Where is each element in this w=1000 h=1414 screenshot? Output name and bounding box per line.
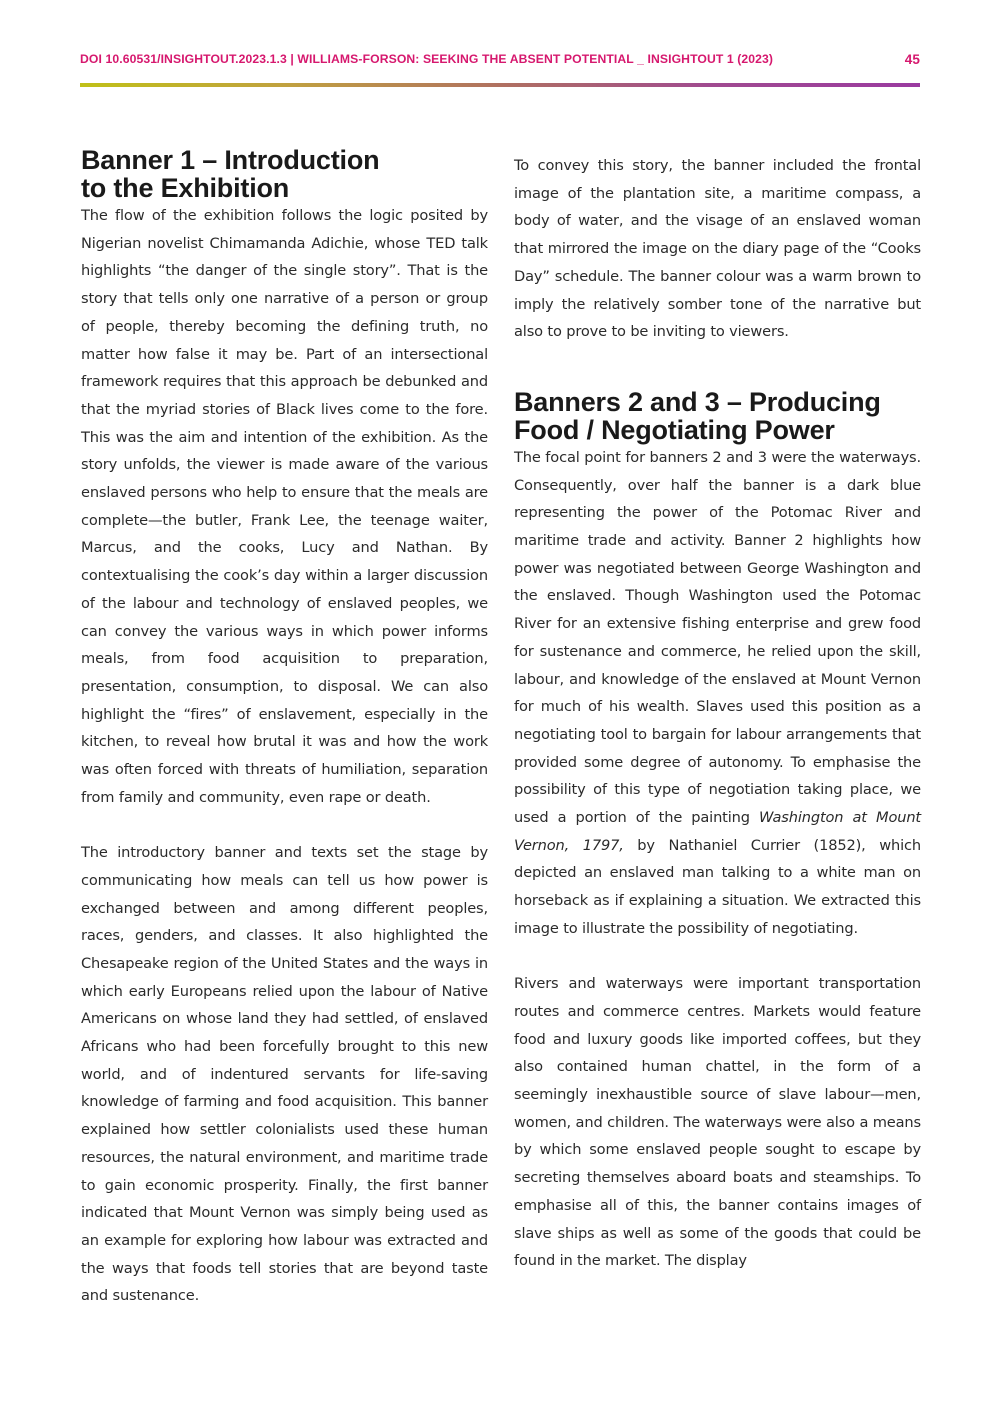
heading-line-2: Food / Negotiating Power: [514, 414, 835, 445]
paragraph: The introductory banner and texts set the stage by communicating how meals can tell us how power is exchanged between and among different peoples, races, genders, and classes. It also highlighted the Chesapeake region of the United States and the ways in which early Europeans relied upon the labour of Native Americans on whose land they had settled, of enslaved Africans who had been forcefully brought to this new world, and of indentured servants for life-saving knowledge of farming and food acquisition. This banner explained how settler colonialists used these human resources, the natural environment, and maritime trade to gain economic prosperity. Finally, the first banner indicated that Mount Vernon was simply being used as an example for exploring how labour was extracted and the ways that foods tell stories that are beyond taste and sustenance.: [81, 844, 488, 1305]
paragraph-spacer: [514, 943, 921, 971]
left-column: [81, 146, 488, 1310]
text-run: by Nathaniel Currier (1852), which depicted an enslaved man talking to a white man on horseback as if explaining a situation. We extracted this image to illustrate the possibility of negotiating.: [514, 836, 921, 937]
heading-line-1: Banner 1 – Introduction: [81, 145, 380, 175]
section-heading-banners-2-3: [514, 388, 921, 444]
heading-line-1: Banners 2 and 3 – Producing: [514, 386, 881, 417]
header-gradient-rule: [80, 83, 920, 87]
paragraph: Rivers and waterways were important transportation routes and commerce centres. Markets would feature food and luxury goods like imported coffees, but they also contained human chattel, in the form of a seemingly inexhaustible source of slave labour—men, women, and children. The waterways were also a means by which some enslaved people sought to escape by secreting themselves aboard boats and steamships. To emphasise all of this, the banner contains images of slave ships as well as some of the goods that could be found in the market. The display: [514, 975, 921, 1270]
paragraph: To convey this story, the banner included the frontal image of the plantation site, a maritime compass, a body of water, and the visage of an enslaved woman that mirrored the image on the diary page of the “Cooks Day” schedule. The banner colour was a warm brown to imply the relatively somber tone of the narrative but also to prove to be inviting to viewers.: [514, 157, 921, 341]
painting-title: Washington at Mount Vernon, 1797,: [514, 809, 921, 854]
paragraph-spacer: [81, 811, 488, 839]
heading-line-2: to the Exhibition: [81, 173, 290, 203]
right-column: [514, 152, 921, 1275]
section-spacer: [514, 346, 921, 388]
running-head-citation: DOI 10.60531/INSIGHTOUT.2023.1.3 | WILLIAMS-FORSON: SEEKING THE ABSENT POTENTIAL _ INSIGHTOUT 1 (2023): [80, 52, 774, 66]
section-heading-banner-1: [81, 146, 488, 202]
paragraph: [514, 444, 921, 943]
text-run: The focal point for banners 2 and 3 were the waterways. Consequently, over half the banner is a dark blue representing the power of the Potomac River and maritime trade and activity. Banner 2 highlights how power was negotiated between George Washington and the enslaved. Though Washington used the Potomac River for an extensive fishing enterprise and grew food for sustenance and commerce, he relied upon the skill, labour, and knowledge of the enslaved at Mount Vernon for much of his wealth. Slaves used this position as a negotiating tool to bargain for labour arrangements that provided some degree of autonomy. To emphasise the possibility of this type of negotiation taking place, we used a portion of the painting: [514, 448, 921, 827]
paragraph: The flow of the exhibition follows the logic posited by Nigerian novelist Chimamanda Adichie, whose TED talk highlights “the danger of the single story”. That is the story that tells only one narrative of a person or group of people, thereby becoming the defining truth, no matter how false it may be. Part of an intersectional framework requires that this approach be debunked and that the myriad stories of Black lives come to the fore. This was the aim and intention of the exhibition. As the story unfolds, the viewer is made aware of the various enslaved persons who help to ensure that the meals are complete—the butler, Frank Lee, the teenage waiter, Marcus, and the cooks, Lucy and Nathan. By contextualising the cook’s day within a larger discussion of the labour and technology of enslaved peoples, we can convey the various ways in which power informs meals, from food acquisition to preparation, presentation, consumption, to disposal. We can also highlight the “fires” of enslavement, especially in the kitchen, to reveal how brutal it was and how the work was often forced with threats of humiliation, separation from family and community, even rape or death.: [81, 207, 488, 806]
running-head: [80, 52, 920, 68]
page-number: 45: [904, 52, 920, 67]
